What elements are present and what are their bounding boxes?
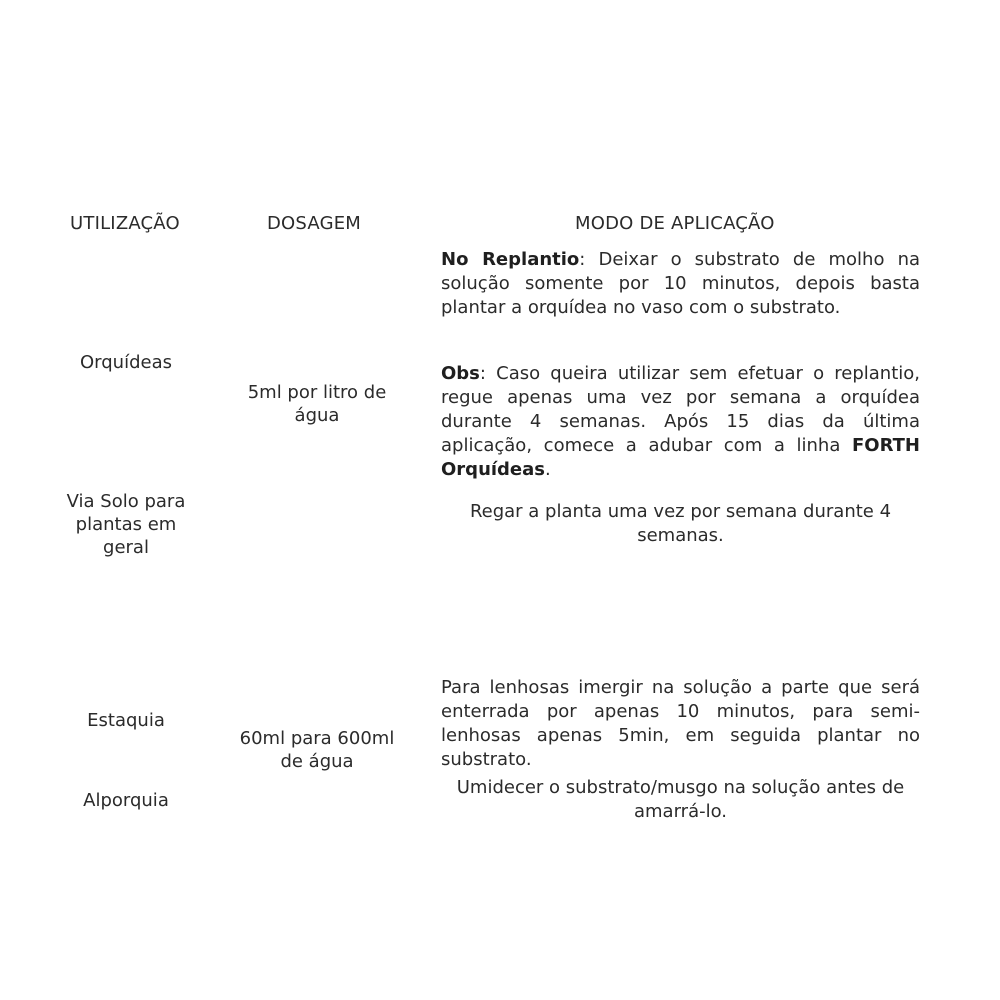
obs-end: . bbox=[545, 459, 551, 480]
cutting-instructions: Para lenhosas imergir na solução a parte que será enterrada por apenas 10 minutos, para semi-lenhosas apenas 5min, em seguida plantar no substrato. bbox=[441, 677, 920, 770]
obs-label: Obs bbox=[441, 363, 480, 384]
replant-label: No Replantio bbox=[441, 249, 580, 270]
header-application-mode: MODO DE APLICAÇÃO bbox=[575, 213, 775, 234]
replant-instructions bbox=[441, 248, 920, 320]
dosage-orchids: 5ml por litro de água bbox=[247, 382, 387, 426]
dosage-cutting: 60ml para 600ml de água bbox=[239, 728, 395, 772]
usage-orchids: Orquídeas bbox=[80, 352, 172, 373]
replant-text: : Deixar o substrato de molho na solução somente por 10 minutos, depois basta plantar a orquídea no vaso com o substrato. bbox=[441, 249, 921, 318]
usage-soil-general: Via Solo para plantas em geral bbox=[66, 491, 186, 558]
header-usage: UTILIZAÇÃO bbox=[70, 213, 180, 234]
soil-instructions: Regar a planta uma vez por semana durante 4 semanas. bbox=[469, 501, 892, 546]
layering-instructions: Umidecer o substrato/musgo na solução antes de amarrá-lo. bbox=[456, 777, 905, 822]
usage-cutting: Estaquia bbox=[87, 710, 165, 731]
usage-air-layering: Alporquia bbox=[83, 790, 169, 811]
observation-note bbox=[441, 362, 920, 482]
obs-brand: FORTH Orquídeas bbox=[441, 435, 920, 480]
obs-text: : Caso queira utilizar sem efetuar o replantio, regue apenas uma vez por semana a orquídea durante 4 semanas. Após 15 dias da última aplicação, comece a adubar com a linha bbox=[441, 363, 920, 456]
header-dosage: DOSAGEM bbox=[267, 213, 362, 234]
